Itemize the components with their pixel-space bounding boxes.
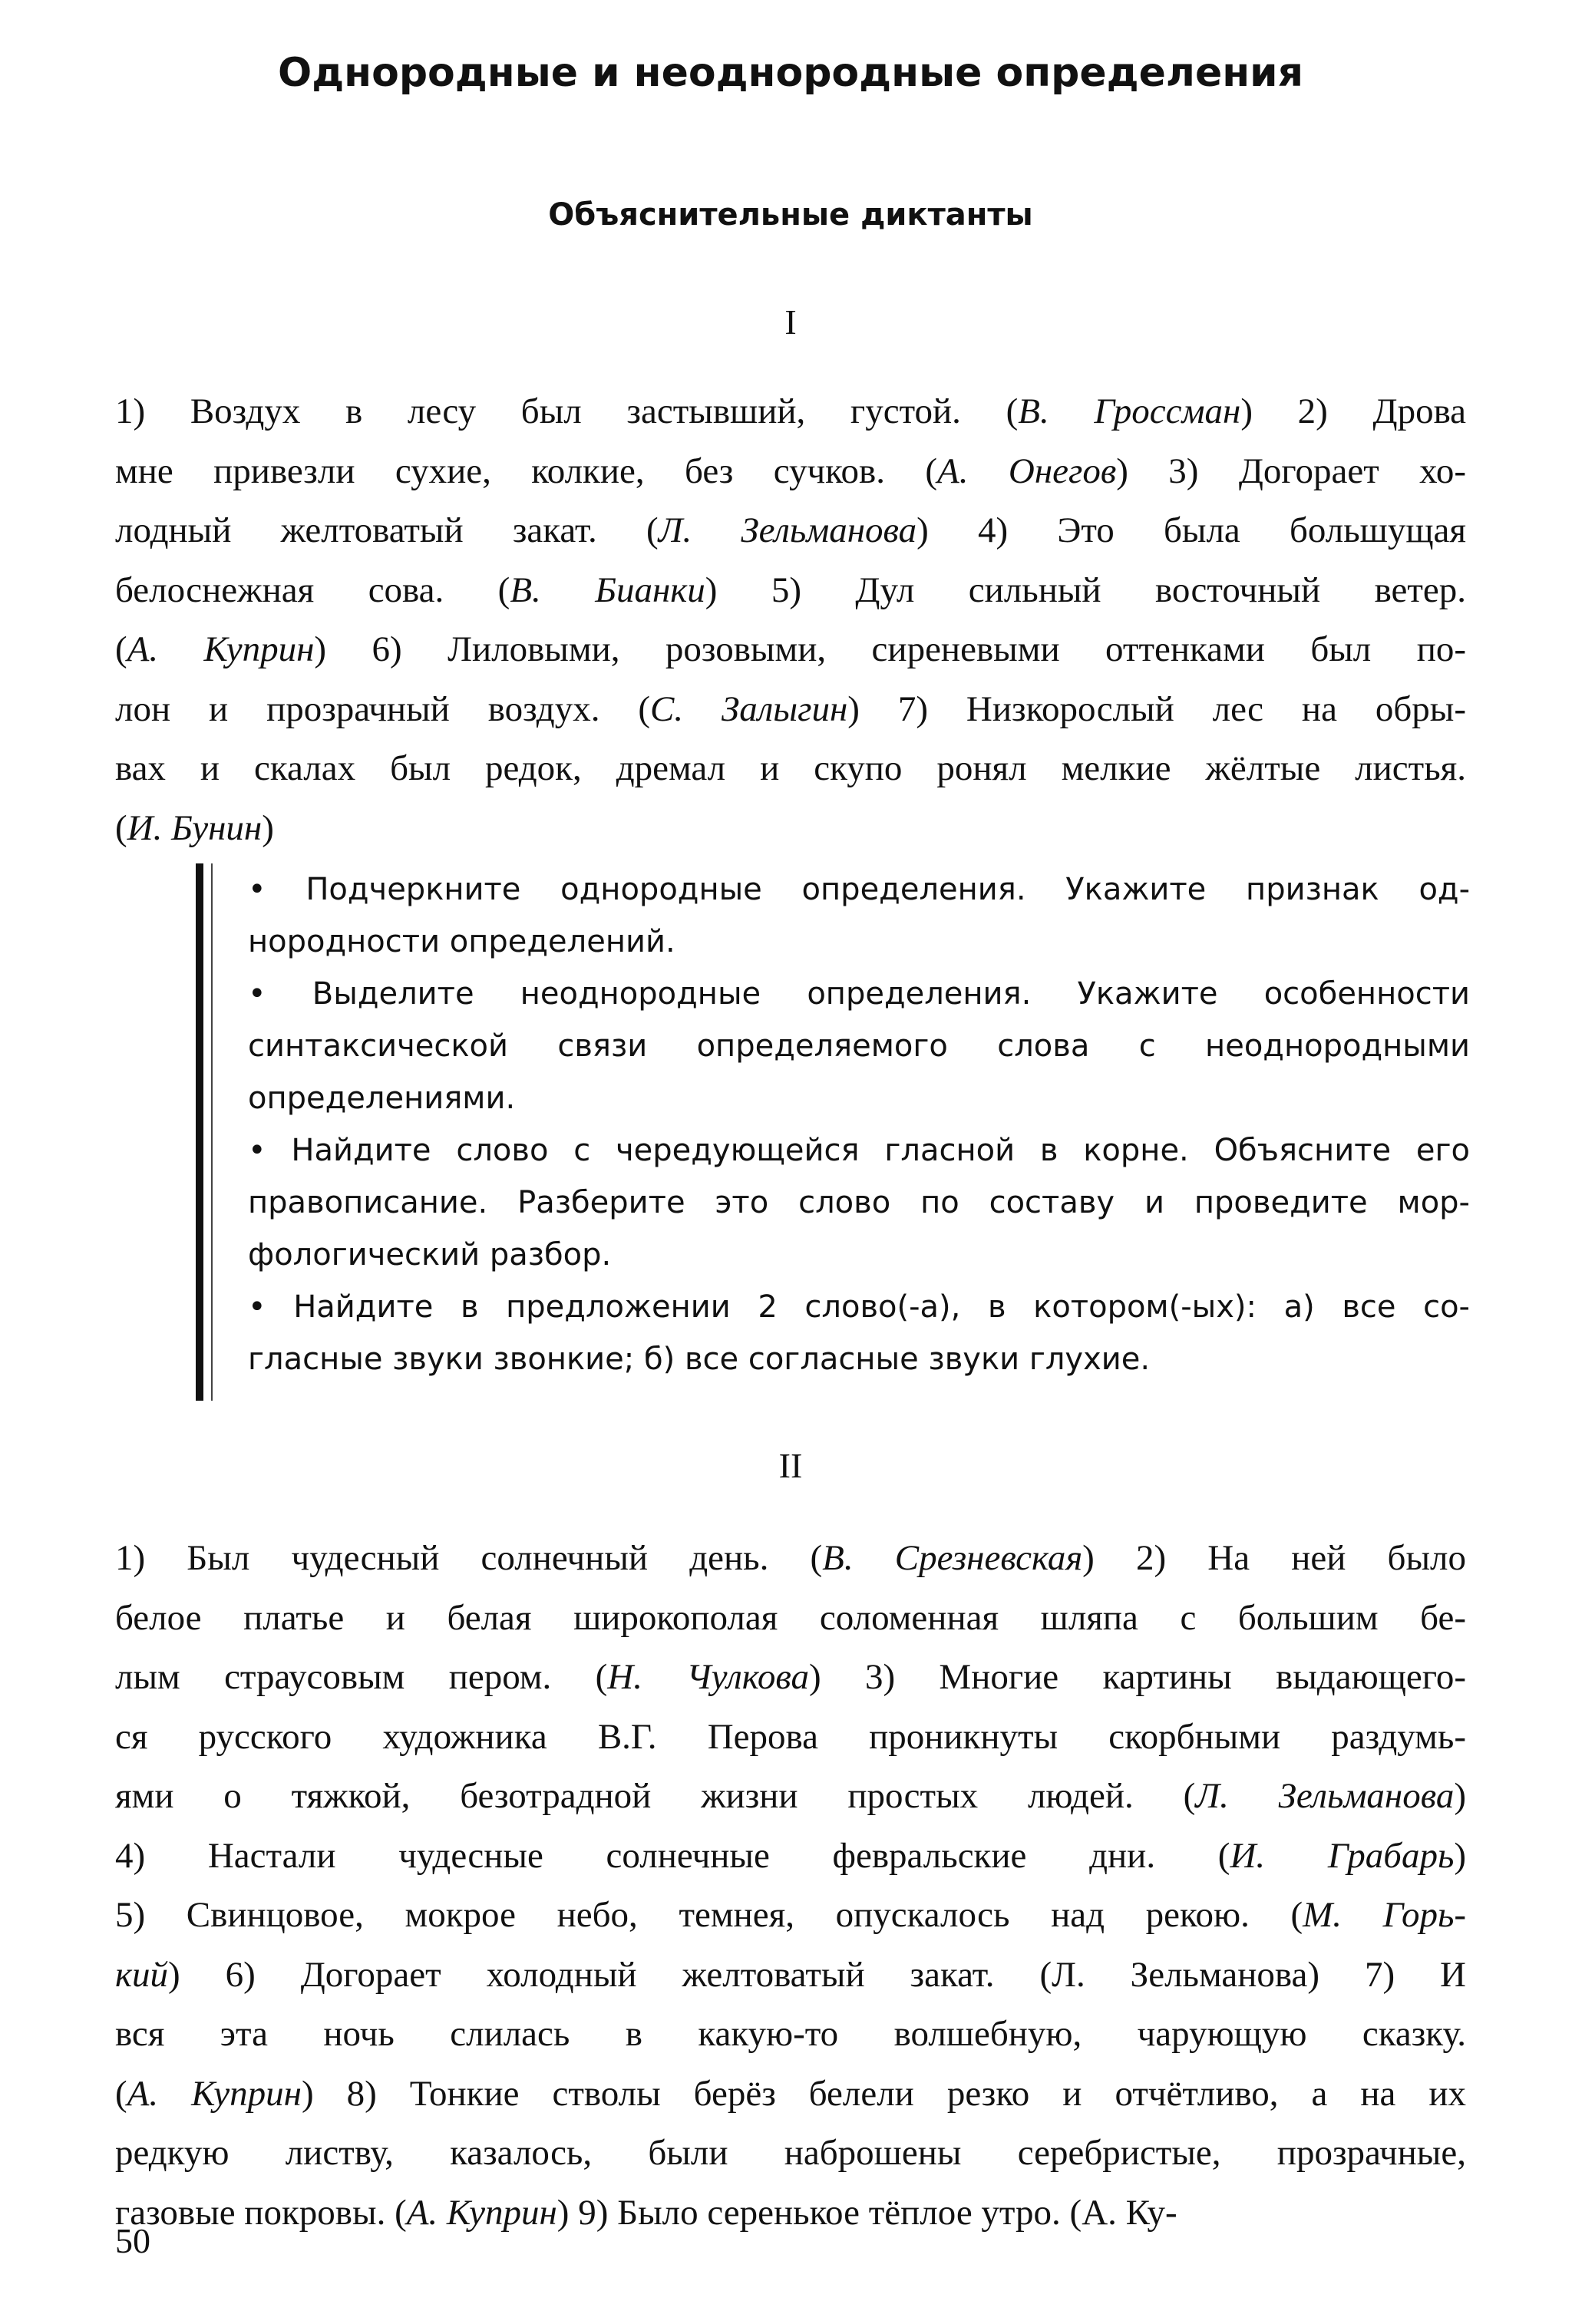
- text-line: [115, 2065, 1466, 2124]
- line-text: ) 6) Догорает холодный желтоватый закат. (Л. Зельманова) 7) И: [168, 1954, 1466, 1995]
- line-text: вся эта ночь слилась в какую-то волшебную, чарующую сказку.: [115, 2014, 1466, 2054]
- line-text: белое платье и белая широкополая соломенная шляпа с большим бе-: [115, 1597, 1466, 1638]
- author-name: Л. Зельманова: [1195, 1776, 1455, 1816]
- line-text: лодный желтоватый закат. (: [115, 510, 659, 550]
- text-line: [115, 2005, 1466, 2065]
- task-item: [248, 968, 1470, 1124]
- line-text: ) 4) Это была большущая: [916, 510, 1466, 550]
- text-line: [115, 1648, 1466, 1708]
- text-line: [115, 1708, 1466, 1768]
- task-line: • Выделите неоднородные определения. Укажите особенности: [248, 976, 1470, 1012]
- dictation-text-1: [115, 382, 1466, 858]
- task-line: • Подчеркните однородные определения. Укажите признак од-: [248, 872, 1470, 907]
- line-text: 1) Воздух в лесу был застывший, густой. (: [115, 391, 1019, 431]
- section-numeral-1: I: [784, 302, 797, 342]
- author-name: А. Куприн: [406, 2192, 557, 2233]
- line-text: 4) Настали чудесные солнечные февральские дни. (: [115, 1835, 1230, 1876]
- line-text: 5) Свинцовое, мокрое небо, темнея, опускалось над рекою. (: [115, 1895, 1303, 1935]
- author-name: Н. Чулкова: [607, 1657, 810, 1697]
- line-text: (: [115, 629, 127, 669]
- task-line: гласные звуки звонкие; б) все согласные звуки глухие.: [248, 1342, 1151, 1377]
- line-text: (: [115, 807, 127, 848]
- task-line: • Найдите в предложении 2 слово(-а), в котором(-ых): а) все со-: [248, 1289, 1470, 1325]
- text-line: [115, 442, 1466, 502]
- text-line: [115, 739, 1466, 799]
- line-text: ) 3) Многие картины выдающего-: [809, 1657, 1466, 1697]
- task-line: нородности определений.: [248, 924, 675, 959]
- line-text: ): [1454, 1835, 1466, 1876]
- task-list: [248, 863, 1470, 1385]
- text-line: [115, 799, 1466, 859]
- line-text: ) 6) Лиловыми, розовыми, сиреневыми оттенками был по-: [314, 629, 1467, 669]
- text-line: [115, 680, 1466, 740]
- author-name: И. Бунин: [127, 807, 263, 848]
- line-text: белоснежная сова. (: [115, 569, 510, 610]
- author-name: И. Грабарь: [1230, 1835, 1455, 1876]
- task-item: [248, 1124, 1470, 1281]
- line-text: ): [262, 807, 274, 848]
- line-text: ): [1454, 1776, 1466, 1816]
- page-title: Однородные и неоднородные определения: [277, 50, 1303, 96]
- author-name: А. Онегов: [937, 451, 1117, 491]
- author-name: В. Гроссман: [1018, 391, 1241, 431]
- author-name: кий: [115, 1954, 168, 1995]
- text-line: [115, 2184, 1466, 2243]
- line-text: лон и прозрачный воздух. (: [115, 688, 651, 729]
- text-line: [115, 1589, 1466, 1649]
- line-text: ями о тяжкой, безотрадной жизни простых людей. (: [115, 1776, 1196, 1816]
- text-line: [115, 1946, 1466, 2005]
- author-name: М. Горь-: [1303, 1895, 1466, 1935]
- line-text: ся русского художника В.Г. Перова проникнуты скорбными раздумь-: [115, 1716, 1466, 1757]
- task-line: определениями.: [248, 1081, 516, 1116]
- page-number: 50: [115, 2221, 150, 2260]
- author-name: А. Куприн: [127, 629, 315, 669]
- line-text: ) 2) На ней было: [1082, 1538, 1467, 1578]
- task-item: [248, 1281, 1470, 1385]
- line-text: ) 3) Догорает хо-: [1116, 451, 1467, 491]
- task-item: [248, 863, 1470, 968]
- text-line: [115, 1767, 1466, 1827]
- text-line: [115, 2124, 1466, 2184]
- line-text: (: [115, 2073, 127, 2114]
- author-name: В. Бианки: [510, 569, 705, 610]
- line-text: мне привезли сухие, колкие, без сучков. (: [115, 451, 938, 491]
- section-subtitle: Объяснительные диктанты: [548, 197, 1033, 233]
- task-line: правописание. Разберите это слово по составу и проведите мор-: [248, 1185, 1470, 1220]
- author-name: А. Куприн: [127, 2073, 302, 2114]
- author-name: С. Залыгин: [650, 688, 848, 729]
- text-line: [115, 1529, 1466, 1589]
- section-numeral-2: II: [778, 1446, 803, 1485]
- text-line: [115, 620, 1466, 680]
- line-text: вах и скалах был редок, дремал и скупо ронял мелкие жёлтые листья.: [115, 748, 1466, 788]
- line-text: ) 8) Тонкие стволы берёз белели резко и отчётливо, а на их: [302, 2073, 1467, 2114]
- task-line: синтаксической связи определяемого слова с неоднородными: [248, 1028, 1470, 1064]
- line-text: ) 2) Дрова: [1240, 391, 1467, 431]
- text-line: [115, 501, 1466, 561]
- line-text: редкую листву, казалось, были наброшены серебристые, прозрачные,: [115, 2133, 1466, 2173]
- line-text: 1) Был чудесный солнечный день. (: [115, 1538, 823, 1578]
- text-line: [115, 561, 1466, 621]
- text-line: [115, 382, 1466, 442]
- author-name: Л. Зельманова: [658, 510, 917, 550]
- task-line: фологический разбор.: [248, 1237, 612, 1273]
- text-line: [115, 1827, 1466, 1887]
- line-text: ) 9) Было серенькое тёплое утро. (А. Ку-: [556, 2192, 1177, 2233]
- task-line: • Найдите слово с чередующейся гласной в корне. Объясните его: [248, 1133, 1470, 1168]
- text-line: [115, 1886, 1466, 1946]
- line-text: ) 7) Низкорослый лес на обры-: [847, 688, 1466, 729]
- line-text: лым страусовым пером. (: [115, 1657, 608, 1697]
- line-text: газовые покровы. (: [115, 2192, 407, 2233]
- line-text: ) 5) Дул сильный восточный ветер.: [705, 569, 1467, 610]
- task-box: [196, 863, 1470, 1401]
- dictation-text-2: [115, 1529, 1466, 2243]
- author-name: В. Срезневская: [822, 1538, 1083, 1578]
